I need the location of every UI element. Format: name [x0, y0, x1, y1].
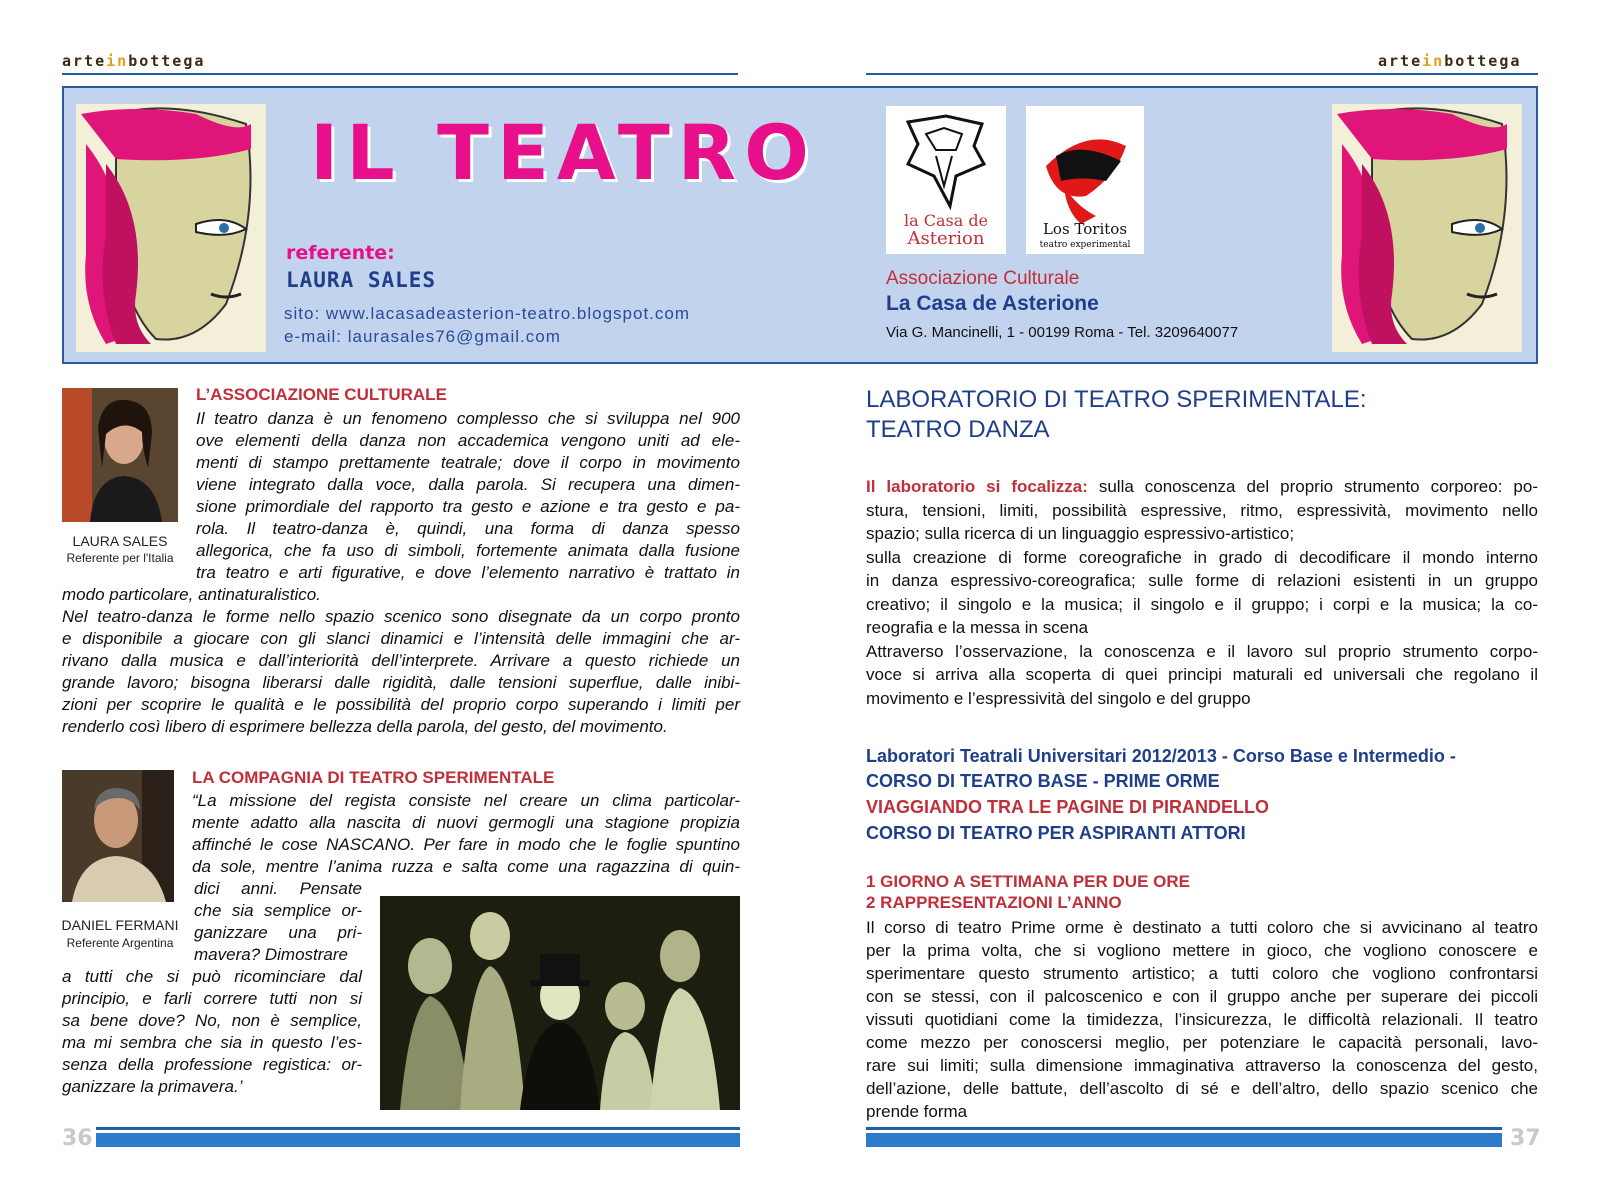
text-line: dici anni. Pensate [194, 879, 362, 898]
text-line: zioni per scoprire le qualità e le possibilità del proprio corpo superando i limiti per [62, 695, 740, 714]
email-link[interactable]: e-mail: laurasales76@gmail.com [284, 327, 561, 346]
text-line: stura, tensioni, limiti, possibilità espressive, ritmo, espressività, movimento nello [866, 500, 1538, 520]
brand-logo-right: arteinbottega [1378, 52, 1522, 70]
text-line: ma mi sembra che sia in questo l’es- [62, 1033, 362, 1052]
text-line: vissuti quotidiani come la timidezza, l’insicurezza, le difficoltà relazionali. Il teatro [866, 1010, 1538, 1029]
schedule-weekly: 1 GIORNO A SETTIMANA PER DUE ORE [866, 872, 1190, 891]
courses-heading: Laboratori Teatrali Universitari 2012/2013 - Corso Base e Intermedio - [866, 746, 1456, 766]
text-line: spazio; sulla ricerca di un linguaggio espressivo-artistico; [866, 524, 1295, 543]
text-line: ganizzare la primavera.’ [62, 1077, 243, 1096]
course-pirandello: VIAGGIANDO TRA LE PAGINE DI PIRANDELLO [866, 797, 1270, 817]
text-line: rivano dalla musica e dall’interiorità dell’interprete. Arrivare a questo richiede un [62, 651, 740, 670]
photo-theatre-company [380, 896, 740, 1110]
brand-logo-left: arteinbottega [62, 52, 206, 70]
logo1-line1: la Casa de [903, 211, 989, 230]
text-line: da sole, mentre l’anima ruzza e salta come una ragazzina di quin- [192, 857, 740, 876]
text-line: sa bene dove? No, non è semplice, [62, 1011, 362, 1030]
text-line: prende forma [866, 1102, 968, 1121]
text-line: per la prima volta, che si vogliono mettere in gioco, che vogliono conoscere e [866, 941, 1538, 960]
header-rule-right [866, 73, 1538, 75]
theatre-mask-illustration-right [1332, 104, 1522, 352]
text-line: sione primordiale del rapporto tra gesto e azione e tra gesto e pa- [196, 497, 740, 516]
paragraph-quote-narrow [194, 878, 362, 966]
footer-bar-right [866, 1133, 1502, 1147]
focus-lead: Il laboratorio si focalizza: [866, 477, 1088, 496]
logo2-line2: teatro experimental [1039, 240, 1131, 250]
text-line: affinché le cose NASCANO. Per fare in modo che le foglie spuntino [192, 835, 740, 854]
association-name: La Casa de Asterione [886, 292, 1099, 315]
website-link[interactable]: sito: www.lacasadeasterion-teatro.blogspot.com [284, 304, 691, 323]
text-line: renderlo così libero di esprimere bellezza della parola, del gesto, del movimento. [62, 717, 668, 736]
text-line: viene integrato dalla voce, dalla parola. Si recupera una dimen- [196, 475, 740, 494]
los-toritos-logo [1026, 106, 1144, 254]
section-title-compagnia: LA COMPAGNIA DI TEATRO SPERIMENTALE [192, 768, 555, 787]
course-description [866, 916, 1538, 1123]
logo2-line1: Los Toritos [1042, 220, 1128, 238]
caption-role-daniel: Referente Argentina [66, 936, 174, 950]
paragraph-quote-bottom [62, 966, 362, 1098]
text-line: principio, e farli correre tutti non si [62, 989, 362, 1008]
theatre-mask-illustration-left [76, 104, 266, 352]
text-line: tra teatro e arti figurative, e dove l’elemento narrativo è trattato in [196, 563, 740, 582]
text-line: menti di stampo prettamente teatrale; dove il corpo in movimento [196, 453, 740, 472]
text-line: reografia e la messa in scena [866, 618, 1089, 637]
page-number-left: 36 [62, 1126, 93, 1151]
text-line: Attraverso l’osservazione, la conoscenza e il lavoro sul proprio strumento corpo- [866, 641, 1538, 661]
text-line: mavera? Dimostrare [194, 945, 348, 964]
text-line: a tutti che si può ricominciare dal [62, 967, 362, 986]
photo-daniel-fermani [62, 770, 174, 902]
page-title: IL TEATRO [310, 108, 817, 197]
photo-laura-sales [62, 388, 178, 522]
text-line: con se stessi, con il palcoscenico e con il gruppo anche per superare dei piccoli [866, 987, 1538, 1006]
paragraph-full [62, 584, 740, 738]
text-line: creativo; il singolo e la musica; il singolo e il gruppo; i corpi e la musica; la co- [866, 594, 1538, 614]
text-line: allegorica, che fa uso di simboli, fortemente animata dalla fusione [196, 541, 740, 560]
caption-role-laura: Referente per l'Italia [66, 551, 174, 565]
paragraph-quote-wide [192, 790, 740, 878]
text-line [866, 475, 1538, 499]
focus-first: sulla conoscenza del proprio strumento corporeo: po- [1087, 477, 1538, 496]
footer-rule-left [96, 1127, 740, 1130]
text-line: senza della professione registica: or- [62, 1055, 362, 1074]
text-line: Il corso di teatro Prime orme è destinato a tutti coloro che si avvicinano al teatro [866, 918, 1538, 937]
text-line: Il teatro danza è un fenomeno complesso che si sviluppa nel 900 [196, 409, 740, 428]
footer-rule-right [866, 1127, 1502, 1130]
section-title-associazione: L’ASSOCIAZIONE CULTURALE [196, 385, 447, 404]
course-aspiranti-attori: CORSO DI TEATRO PER ASPIRANTI ATTORI [866, 823, 1246, 843]
logo1-line2: Asterion [907, 228, 985, 249]
course-prime-orme: CORSO DI TEATRO BASE - PRIME ORME [866, 771, 1220, 791]
header-rule-left [62, 73, 738, 75]
text-line: sulla creazione di forme coreografiche in grado di decodificare il mondo interno [866, 547, 1538, 567]
text-line: come mezzo per conoscersi meglio, per potenziare le capacità personali, lavo- [866, 1033, 1538, 1052]
text-line: grande lavoro; bisogna liberarsi dalle rigidità, dalle tensioni superflue, dalle inibi- [62, 673, 740, 692]
text-line: mente adatto alla nascita di nuovi germogli una stagione propizia [192, 813, 740, 832]
casa-de-asterion-logo [886, 106, 1006, 254]
text-line: modo particolare, antinaturalistico. [62, 585, 321, 604]
text-line: ove elementi della danza non accademica vengono uniti ad ele- [196, 431, 740, 450]
page-number-right: 37 [1510, 1126, 1541, 1151]
caption-name-daniel: DANIEL FERMANI [61, 917, 179, 933]
association-address: Via G. Mancinelli, 1 - 00199 Roma - Tel. 3209640077 [886, 324, 1239, 341]
text-line: e disponibile a giocare con gli slanci dinamici e l’intensità delle immagini che ar- [62, 629, 740, 648]
schedule-performances: 2 RAPPRESENTAZIONI L’ANNO [866, 893, 1122, 912]
caption-name-laura: LAURA SALES [72, 533, 168, 549]
text-line: che sia semplice or- [194, 901, 362, 920]
text-line: “La missione del regista consiste nel creare un clima particolar- [192, 791, 740, 810]
referente-name: LAURA SALES [286, 268, 437, 292]
text-line: dell’azione, delle battute, dell’ascolto di sé e dell’altro, dello spazio scenico che [866, 1079, 1538, 1098]
paragraph-indented [196, 408, 740, 584]
text-line: voce si arriva alla scoperta di quei principi maturali ed universali che regolano il [866, 665, 1538, 684]
lab-title-line1: LABORATORIO DI TEATRO SPERIMENTALE: [866, 386, 1367, 413]
text-line: rare sui limiti; sulla dimensione immaginativa attraverso la conoscenza del gesto, [866, 1056, 1538, 1075]
text-line: sperimentare questo strumento artistico; a tutti coloro che vogliono confrontarsi [866, 964, 1538, 983]
footer-bar-left [96, 1133, 740, 1147]
lab-title-line2: TEATRO DANZA [866, 416, 1050, 443]
text-line: Nel teatro-danza le forme nello spazio scenico sono disegnate da un corpo pronto [62, 607, 740, 626]
text-line: ganizzare una pri- [194, 923, 362, 942]
referente-label: referente: [286, 242, 395, 264]
text-line: rola. Il teatro-danza è, quindi, una forma di danza spesso [196, 519, 740, 538]
association-type: Associazione Culturale [886, 268, 1080, 289]
text-line: in danza espressivo-coreografica; sulle forme di relazioni esistenti in un gruppo [866, 571, 1538, 590]
lab-focus-paragraph [866, 475, 1538, 710]
text-line: movimento e l’espressività del singolo e del gruppo [866, 688, 1251, 708]
